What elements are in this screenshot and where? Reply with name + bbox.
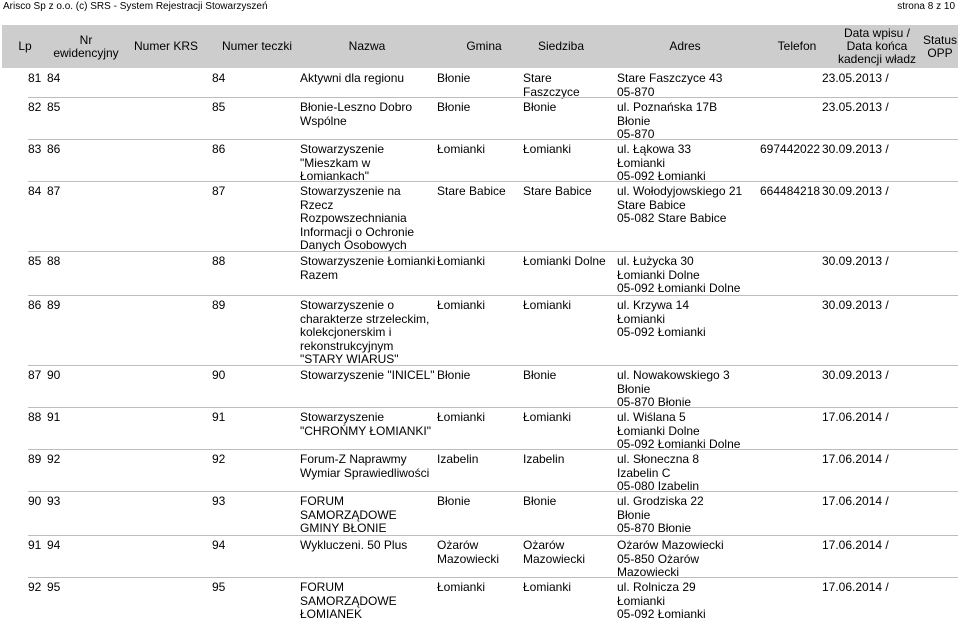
cell-lp: 82	[28, 100, 42, 114]
cell-gmina: Łomianki	[437, 142, 486, 156]
cell-siedziba: Stare Faszczyce	[523, 71, 580, 99]
cell-adres: ul. Łąkowa 33 Łomianki 05-092 Łomianki	[617, 142, 706, 183]
cell-lp: 91	[28, 538, 42, 552]
cell-data: 30.09.2013 /	[822, 298, 889, 312]
table-header	[2, 25, 958, 68]
cell-nazwa: Stowarzyszenie "INICEL"	[300, 368, 435, 382]
cell-gmina: Stare Babice	[437, 184, 506, 198]
cell-lp: 83	[28, 142, 42, 156]
cell-gmina: Błonie	[437, 71, 471, 85]
cell-nazwa: Stowarzyszenie "CHROŃMY ŁOMIANKI"	[300, 410, 431, 438]
cell-adres: ul. Słoneczna 8 Izabelin C 05-080 Izabelin	[617, 452, 700, 493]
cell-gmina: Łomianki	[437, 410, 486, 424]
cell-gmina: Izabelin	[437, 452, 479, 466]
cell-gmina: Łomianki	[437, 298, 486, 312]
row-divider	[28, 577, 958, 578]
cell-nr: 95	[47, 580, 61, 594]
cell-siedziba: Ożarów Mazowiecki	[523, 538, 586, 566]
cell-nr: 86	[47, 142, 61, 156]
cell-adres: ul. Łużycka 30 Łomianki Dolne 05-092 Łomianki Dolne	[617, 254, 741, 295]
cell-teczka: 92	[212, 452, 226, 466]
cell-lp: 89	[28, 452, 42, 466]
cell-gmina: Łomianki	[437, 254, 486, 268]
cell-nr: 93	[47, 494, 61, 508]
cell-teczka: 94	[212, 538, 226, 552]
cell-data: 17.06.2014 /	[822, 580, 889, 594]
cell-teczka: 93	[212, 494, 226, 508]
cell-gmina: Ożarów Mazowiecki	[437, 538, 500, 566]
cell-lp: 88	[28, 410, 42, 424]
col-header-numer-krs: Numer KRS	[133, 39, 198, 53]
cell-nazwa: Stowarzyszenie Łomianki Razem	[300, 254, 436, 282]
cell-adres: ul. Krzywa 14 Łomianki 05-092 Łomianki	[617, 298, 706, 339]
cell-lp: 92	[28, 580, 42, 594]
cell-adres: Stare Faszczyce 43 05-870	[617, 71, 723, 99]
row-divider	[28, 251, 958, 252]
row-divider	[28, 365, 958, 366]
cell-nr: 87	[47, 184, 61, 198]
cell-siedziba: Stare Babice	[523, 184, 592, 198]
cell-gmina: Błonie	[437, 494, 471, 508]
cell-teczka: 89	[212, 298, 226, 312]
col-header-gmina: Gmina	[466, 39, 502, 53]
col-header-data-wpisu: Data wpisu / Data końca kadencji władz	[837, 26, 917, 66]
cell-teczka: 86	[212, 142, 226, 156]
cell-nazwa: Błonie-Leszno Dobro Wspólne	[300, 100, 413, 128]
cell-siedziba: Łomianki	[523, 410, 572, 424]
cell-adres: Ożarów Mazowiecki 05-850 Ożarów Mazowiecki	[617, 538, 724, 579]
cell-adres: ul. Poznańska 17B Błonie 05-870	[617, 100, 718, 141]
cell-data: 30.09.2013 /	[822, 184, 889, 198]
cell-siedziba: Błonie	[523, 494, 557, 508]
cell-nazwa: Wykluczeni. 50 Plus	[300, 538, 408, 552]
cell-lp: 85	[28, 254, 42, 268]
cell-nr: 89	[47, 298, 61, 312]
cell-lp: 90	[28, 494, 42, 508]
cell-nazwa: Stowarzyszenie na Rzecz Rozpowszechniania Informacji o Ochronie Danych Osobowych	[300, 184, 415, 252]
col-header-status-opp: Status OPP	[922, 32, 958, 60]
cell-siedziba: Błonie	[523, 368, 557, 382]
cell-nr: 92	[47, 452, 61, 466]
cell-lp: 87	[28, 368, 42, 382]
cell-siedziba: Łomianki	[523, 298, 572, 312]
row-divider	[28, 181, 958, 182]
page-header	[0, 0, 960, 14]
cell-siedziba: Łomianki	[523, 580, 572, 594]
cell-teczka: 90	[212, 368, 226, 382]
report-title: Arisco Sp z o.o. (c) SRS - System Rejestracji Stowarzyszeń	[3, 1, 268, 12]
cell-gmina: Błonie	[437, 100, 471, 114]
cell-teczka: 88	[212, 254, 226, 268]
cell-data: 23.05.2013 /	[822, 100, 889, 114]
cell-nr: 88	[47, 254, 61, 268]
cell-data: 17.06.2014 /	[822, 538, 889, 552]
cell-adres: ul. Wołodyjowskiego 21 Stare Babice 05-082 Stare Babice	[617, 184, 743, 225]
cell-teczka: 91	[212, 410, 226, 424]
cell-adres: ul. Grodziska 22 Błonie 05-870 Błonie	[617, 494, 704, 535]
cell-nr: 94	[47, 538, 61, 552]
col-header-nazwa: Nazwa	[348, 39, 386, 53]
cell-data: 17.06.2014 /	[822, 452, 889, 466]
row-divider	[28, 535, 958, 536]
page-number: strona 8 z 10	[897, 1, 955, 12]
cell-nazwa: FORUM SAMORZĄDOWE ŁOMIANEK	[300, 580, 397, 621]
row-divider	[28, 491, 958, 492]
col-header-lp: Lp	[18, 39, 32, 53]
cell-teczka: 87	[212, 184, 226, 198]
cell-data: 30.09.2013 /	[822, 142, 889, 156]
cell-lp: 86	[28, 298, 42, 312]
cell-teczka: 95	[212, 580, 226, 594]
cell-nazwa: Stowarzyszenie "Mieszkam w Łomiankach"	[300, 142, 385, 183]
cell-teczka: 85	[212, 100, 226, 114]
col-header-numer-teczki: Numer teczki	[221, 39, 292, 53]
row-divider	[28, 139, 958, 140]
cell-siedziba: Błonie	[523, 100, 557, 114]
cell-teczka: 84	[212, 71, 226, 85]
cell-adres: ul. Wiślana 5 Łomianki Dolne 05-092 Łomianki Dolne	[617, 410, 741, 451]
col-header-adres: Adres	[669, 39, 701, 53]
cell-nr: 85	[47, 100, 61, 114]
cell-nazwa: Stowarzyszenie o charakterze strzeleckim, kolekcjonerskim i rekonstrukcyjnym "STARY WIARUS"	[300, 298, 430, 366]
cell-nazwa: Aktywni dla regionu	[300, 71, 405, 85]
cell-data: 23.05.2013 /	[822, 71, 889, 85]
cell-siedziba: Łomianki	[523, 142, 572, 156]
row-divider	[28, 449, 958, 450]
cell-data: 30.09.2013 /	[822, 254, 889, 268]
row-divider	[28, 407, 958, 408]
cell-nazwa: Forum-Z Naprawmy Wymiar Sprawiedliwości	[300, 452, 430, 480]
cell-lp: 81	[28, 71, 42, 85]
col-header-telefon: Telefon	[777, 39, 817, 53]
cell-lp: 84	[28, 184, 42, 198]
row-divider	[28, 295, 958, 296]
cell-data: 30.09.2013 /	[822, 368, 889, 382]
cell-nr: 90	[47, 368, 61, 382]
cell-adres: ul. Rolnicza 29 Łomianki 05-092 Łomianki	[617, 580, 706, 621]
col-header-siedziba: Siedziba	[537, 39, 585, 53]
cell-nr: 84	[47, 71, 61, 85]
cell-data: 17.06.2014 /	[822, 494, 889, 508]
cell-data: 17.06.2014 /	[822, 410, 889, 424]
cell-telefon: 697442022	[760, 142, 821, 156]
row-divider	[28, 97, 958, 98]
col-header-nr-ewidencyjny: Nr ewidencyjny	[53, 32, 119, 60]
cell-gmina: Łomianki	[437, 580, 486, 594]
cell-gmina: Błonie	[437, 368, 471, 382]
cell-siedziba: Łomianki Dolne	[523, 254, 606, 268]
cell-siedziba: Izabelin	[523, 452, 565, 466]
cell-telefon: 664484218	[760, 184, 821, 198]
cell-nr: 91	[47, 410, 61, 424]
cell-adres: ul. Nowakowskiego 3 Błonie 05-870 Błonie	[617, 368, 730, 409]
cell-nazwa: FORUM SAMORZĄDOWE GMINY BŁONIE	[300, 494, 397, 535]
